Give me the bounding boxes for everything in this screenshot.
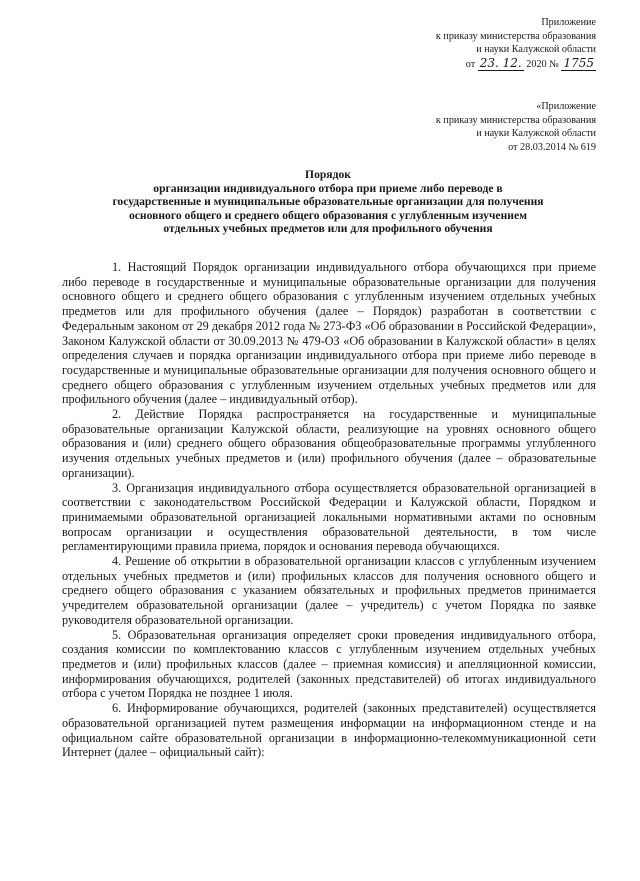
appendix-line: «Приложение [536,101,596,112]
paragraph-3: 3. Организация индивидуального отбора осуществляется образовательной организацией в соответствии с законодательством Российской Федерации и Калужской области, Порядком и принимаемыми образовательной организацией локальными нормативными актами по основным вопросам организации и осуществления образовательной деятельности, в том числе регламентирующими правила приема, порядок и основания перевода обучающихся. [62,480,596,554]
appendix-line: и науки Калужской области [476,44,596,56]
appendix-line: от 28.03.2014 № 619 [508,141,596,153]
appendix-header-new [436,16,596,71]
title-line: отдельных учебных предметов или для профильного обучения [163,222,493,236]
number-sign: № [549,58,559,70]
appendix-date-line [436,57,596,72]
appendix-header-original [436,100,596,154]
title-line: Порядок [305,168,351,181]
paragraph-1: 1. Настоящий Порядок организации индивидуального отбора обучающихся при приеме либо переводе в государственные и муниципальные образовательные организации для получения основного общего и среднего общего образования с углубленным изучением отдельных учебных предметов или для профильного обучения (далее – Порядок) разработан в соответствии с Федеральным законом от 29 декабря 2012 года № 273-ФЗ «Об образовании в Российской Федерации», Законом Калужской области от 30.09.2013 № 479-ОЗ «Об образовании в Калужской области» в целях определения случаев и порядка организации индивидуального отбора при приеме либо переводе в государственные и муниципальные образовательные организации для получения основного общего и среднего общего образования с углубленным изучением отдельных учебных предметов или для профильного обучения (далее – индивидуальный отбор). [62,260,596,407]
paragraph-6: 6. Информирование обучающихся, родителей (законных представителей) осуществляется образовательной организацией путем размещения информации на информационном стенде и на официальном сайте образовательной организации в информационно-телекоммуникационной сети Интернет (далее – официальный сайт): [62,701,596,760]
date-prefix: от [465,58,476,70]
handwritten-date: 23. 12. [479,55,522,70]
document-body [62,260,596,760]
document-title [60,168,596,236]
paragraph-2: 2. Действие Порядка распространяется на государственные и муниципальные образовательные организации Калужской области, реализующие на уровнях основного общего образования и (или) среднего общего образования общеобразовательные программы углубленного изучения отдельных учебных предметов и (или) профильного обучения (далее – образовательные организации). [62,407,596,480]
paragraph-5: 5. Образовательная организация определяет сроки проведения индивидуального отбора, создания комиссии по комплектованию классов с углубленным изучением отдельных учебных предметов и (или) профильных классов (далее – приемная комиссия) и апелляционной комиссии, информирования обучающихся, родителей (законных представителей) об итогах индивидуального отбора с учетом Порядка не позднее 1 июля. [62,627,596,701]
appendix-line: и науки Калужской области [476,128,596,140]
title-line: основного общего и среднего общего образования с углубленным изучением [128,208,527,222]
date-year: 2020 [526,58,547,70]
handwritten-number: 1755 [563,55,594,70]
appendix-line: к приказу министерства образования [435,114,596,126]
appendix-line: Приложение [541,17,596,28]
paragraph-4: 4. Решение об открытии в образовательной организации классов с углубленным изучением отдельных учебных предметов и (или) профильных классов для получения основного общего и среднего общего образования с указанием обязательных и профильных предметов принимается учредителем образовательной организации (далее – учредитель) с учетом Порядка по заявке руководителя образовательной организации. [62,554,596,627]
appendix-line: к приказу министерства образования [435,30,596,42]
title-line: государственные и муниципальные образовательные организации для получения [112,195,544,209]
title-line: организации индивидуального отбора при приеме либо переводе в [153,181,503,195]
